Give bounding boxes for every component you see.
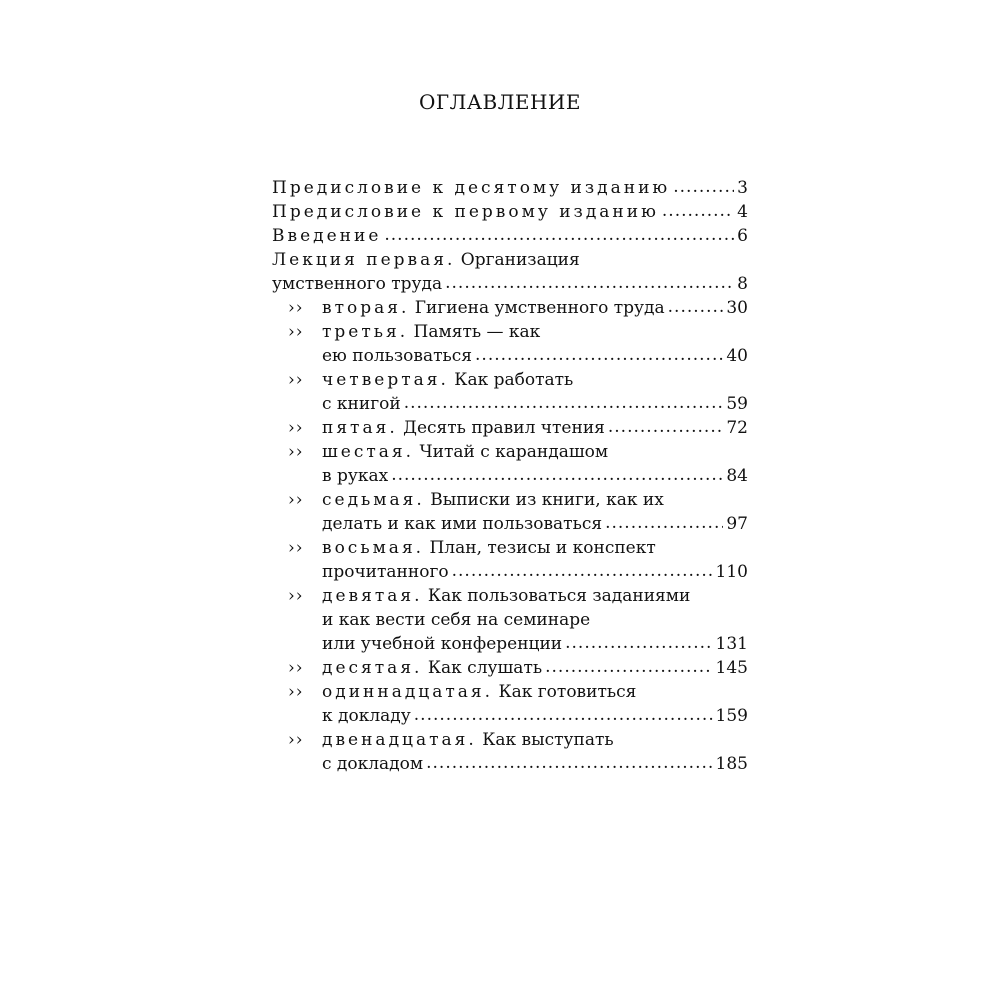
dot-leader <box>565 631 712 655</box>
dot-leader <box>545 655 712 679</box>
lecture-ordinal: третья. <box>322 322 409 342</box>
lecture-ordinal: одиннадцатая. <box>322 682 494 702</box>
ditto-mark: ›› <box>288 682 304 702</box>
toc-page-number: 6 <box>737 226 748 246</box>
toc-entry-continuation: прочитанного <box>322 562 449 582</box>
ditto-mark: ›› <box>288 322 304 342</box>
toc-entry-label: Предисловие к десятому изданию <box>272 178 671 198</box>
lecture-ordinal: Лекция первая. <box>272 250 456 270</box>
lecture-topic: Как слушать <box>427 658 543 678</box>
toc-lecture-entry <box>272 440 748 488</box>
toc-entry-label: Предисловие к первому изданию <box>272 202 659 222</box>
lecture-topic: Как выступать <box>482 730 614 750</box>
lecture-ordinal: шестая. <box>322 442 415 462</box>
toc-entry-continuation: умственного труда <box>272 274 443 294</box>
toc-page-number: 30 <box>726 298 748 318</box>
toc-page-number: 8 <box>737 274 748 294</box>
dot-leader <box>426 751 712 775</box>
dot-leader <box>673 175 734 199</box>
dot-leader <box>414 703 713 727</box>
toc-entry-continuation: ею пользоваться <box>322 346 473 366</box>
toc-lecture-entry <box>272 320 748 368</box>
dot-leader <box>662 199 734 223</box>
toc-page-number: 110 <box>715 562 748 582</box>
lecture-ordinal: десятая. <box>322 658 423 678</box>
toc-page-number: 159 <box>715 706 748 726</box>
lecture-ordinal: восьмая. <box>322 538 425 558</box>
toc-page-number: 185 <box>715 754 748 774</box>
toc-page-number: 4 <box>737 202 748 222</box>
toc-lecture-entry <box>272 488 748 536</box>
lecture-topic: Как работать <box>454 370 574 390</box>
dot-leader <box>452 559 713 583</box>
toc-entry <box>272 176 748 200</box>
toc-page-number: 72 <box>726 418 748 438</box>
lecture-topic: Гигиена умственного труда <box>414 298 665 318</box>
toc-entry-continuation: к докладу <box>322 706 411 726</box>
lecture-topic: План, тезисы и конспект <box>429 538 656 558</box>
toc-entry <box>272 224 748 248</box>
toc-entry-continuation: с докладом <box>322 754 424 774</box>
toc-lecture-entry <box>272 728 748 776</box>
lecture-topic: Десять правил чтения <box>403 418 605 438</box>
toc-page-number: 131 <box>715 634 748 654</box>
lecture-ordinal: вторая. <box>322 298 410 318</box>
toc-page-number: 97 <box>726 514 748 534</box>
ditto-mark: ›› <box>288 370 304 390</box>
ditto-mark: ›› <box>288 586 304 606</box>
toc-page-number: 3 <box>737 178 748 198</box>
lecture-ordinal: двенадцатая. <box>322 730 477 750</box>
dot-leader <box>608 415 723 439</box>
lecture-ordinal: девятая. <box>322 586 423 606</box>
ditto-mark: ›› <box>288 442 304 462</box>
ditto-mark: ›› <box>288 298 304 318</box>
toc-lecture-entry <box>272 368 748 416</box>
lecture-topic: Как пользоваться заданиями <box>427 586 691 606</box>
lecture-ordinal: четвертая. <box>322 370 449 390</box>
toc-entry-label <box>272 248 580 272</box>
table-of-contents <box>272 176 748 776</box>
toc-page-number: 145 <box>715 658 748 678</box>
dot-leader <box>445 271 734 295</box>
lecture-topic: Читай с карандашом <box>419 442 609 462</box>
lecture-topic: Как готовиться <box>498 682 637 702</box>
ditto-mark: ›› <box>288 538 304 558</box>
dot-leader <box>668 295 724 319</box>
toc-entry-continuation: и как вести себя на семинаре <box>322 610 591 630</box>
page-title: ОГЛАВЛЕНИЕ <box>419 90 581 114</box>
toc-lecture-entry <box>272 296 748 320</box>
toc-page-number: 59 <box>726 394 748 414</box>
toc-entry <box>272 200 748 224</box>
toc-lecture-entry <box>272 680 748 728</box>
lecture-ordinal: седьмая. <box>322 490 425 510</box>
toc-entry-continuation: делать и как ими пользоваться <box>322 514 603 534</box>
lecture-ordinal: пятая. <box>322 418 398 438</box>
toc-page-number: 84 <box>726 466 748 486</box>
toc-lecture-entry <box>272 416 748 440</box>
toc-entry-continuation: или учебной конференции <box>322 634 563 654</box>
ditto-mark: ›› <box>288 658 304 678</box>
toc-page-number: 40 <box>726 346 748 366</box>
dot-leader <box>605 511 723 535</box>
dot-leader <box>475 343 723 367</box>
dot-leader <box>384 223 734 247</box>
lecture-topic: Выписки из книги, как их <box>430 490 664 510</box>
lecture-topic: Организация <box>460 250 580 270</box>
ditto-mark: ›› <box>288 730 304 750</box>
toc-entry <box>272 248 748 296</box>
ditto-mark: ›› <box>288 418 304 438</box>
toc-lecture-entry <box>272 656 748 680</box>
toc-lecture-entry <box>272 536 748 584</box>
toc-entry-label: Введение <box>272 226 382 246</box>
toc-lecture-entry <box>272 584 748 656</box>
toc-entry-continuation: с книгой <box>322 394 401 414</box>
dot-leader <box>391 463 723 487</box>
lecture-topic: Память — как <box>413 322 541 342</box>
toc-entry-continuation: в руках <box>322 466 389 486</box>
ditto-mark: ›› <box>288 490 304 510</box>
dot-leader <box>404 391 724 415</box>
